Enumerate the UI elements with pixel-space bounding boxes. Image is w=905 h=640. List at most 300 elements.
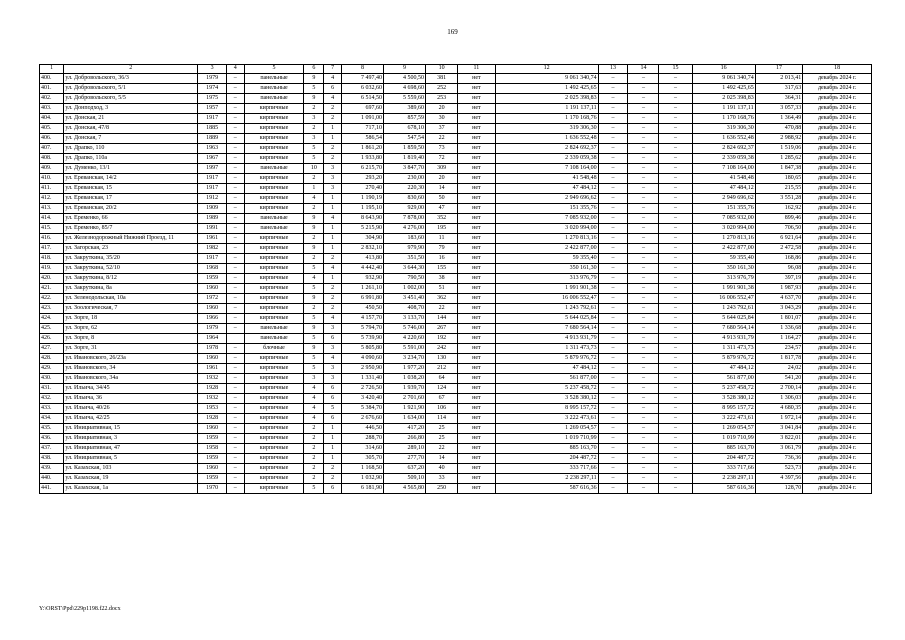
table-cell: 1 859,50 [384, 144, 426, 154]
table-cell: 1928 [198, 414, 227, 424]
table-cell: 1 636 552,48 [495, 134, 598, 144]
table-cell: – [628, 384, 659, 394]
table-cell: – [659, 294, 692, 304]
table-cell: 8 995 157,72 [495, 404, 598, 414]
table-cell: 414. [40, 214, 64, 224]
table-cell: 25 [426, 424, 458, 434]
table-cell: декабрь 2024 г. [803, 134, 872, 144]
table-cell: 2 [304, 454, 324, 464]
table-cell: – [628, 344, 659, 354]
table-cell: панельные [244, 324, 304, 334]
table-cell: 586,54 [341, 134, 383, 144]
table-cell: – [226, 124, 244, 134]
table-cell: 1 336,68 [755, 324, 803, 334]
table-cell: ул. Инициативная, 47 [64, 444, 198, 454]
table-cell: ул. Зеленодольская, 10а [64, 294, 198, 304]
table-cell: нет [458, 164, 496, 174]
table-cell: 3 [304, 134, 324, 144]
table-row [40, 484, 872, 494]
table-cell: 434. [40, 414, 64, 424]
table-cell: 351,50 [384, 254, 426, 264]
table-cell: 410. [40, 174, 64, 184]
table-cell: – [598, 274, 628, 284]
table-cell: 3 [324, 324, 342, 334]
table-cell: ул. Казахская, 19 [64, 474, 198, 484]
table-cell: 14 [426, 184, 458, 194]
column-header: 18 [803, 65, 872, 74]
table-cell: – [628, 364, 659, 374]
table-cell: кирпичные [244, 364, 304, 374]
table-cell: – [598, 394, 628, 404]
table-cell: – [226, 364, 244, 374]
table-cell: 541,20 [755, 374, 803, 384]
table-cell: – [628, 464, 659, 474]
table-cell: ул. Закруткина, 35/20 [64, 254, 198, 264]
table-cell: – [628, 144, 659, 154]
table-cell: 1 032,90 [341, 474, 383, 484]
table-cell: 2 832,10 [341, 244, 383, 254]
table-row [40, 364, 872, 374]
table-cell: нет [458, 74, 496, 84]
table-cell: 2 988,92 [755, 134, 803, 144]
table-cell: 220,30 [384, 184, 426, 194]
table-cell: кирпичные [244, 114, 304, 124]
table-cell: – [628, 314, 659, 324]
table-cell: 106 [426, 404, 458, 414]
table-cell: 929,00 [384, 204, 426, 214]
table-cell: 350 161,30 [692, 264, 755, 274]
table-cell: 5 [304, 364, 324, 374]
table-cell: 3 020 994,00 [495, 224, 598, 234]
column-header: 8 [341, 65, 383, 74]
table-cell: 3 133,70 [384, 314, 426, 324]
table-cell: – [659, 374, 692, 384]
table-cell: ул. Ильича, 34/45 [64, 384, 198, 394]
table-cell: кирпичные [244, 194, 304, 204]
table-cell: декабрь 2024 г. [803, 124, 872, 134]
table-cell: 4 680,35 [755, 404, 803, 414]
table-cell: 2 [324, 154, 342, 164]
table-cell: – [659, 444, 692, 454]
table-cell: 2 [304, 444, 324, 454]
table-cell: 1 861,20 [341, 144, 383, 154]
table-row [40, 394, 872, 404]
table-cell: – [628, 104, 659, 114]
table-cell: 3 644,30 [384, 264, 426, 274]
table-cell: 59 355,40 [495, 254, 598, 264]
table-cell: декабрь 2024 г. [803, 94, 872, 104]
table-cell: – [226, 194, 244, 204]
table-row [40, 404, 872, 414]
table-cell: 1 [324, 234, 342, 244]
table-cell: 435. [40, 424, 64, 434]
table-cell: 1 492 425,65 [495, 84, 598, 94]
table-cell: 2 422 877,00 [495, 244, 598, 254]
table-cell: нет [458, 254, 496, 264]
table-cell: 2 726,50 [341, 384, 383, 394]
table-cell: нет [458, 354, 496, 364]
table-cell: 1979 [198, 74, 227, 84]
table-row [40, 144, 872, 154]
table-cell: 1 [324, 224, 342, 234]
table-cell: – [226, 434, 244, 444]
table-cell: – [659, 124, 692, 134]
table-cell: 144 [426, 314, 458, 324]
table-cell: 4 [304, 384, 324, 394]
table-row [40, 284, 872, 294]
table-cell: нет [458, 484, 496, 494]
table-cell: 50 [426, 194, 458, 204]
table-cell: 7 085 932,00 [692, 214, 755, 224]
column-header: 6 [304, 65, 324, 74]
table-cell: – [659, 234, 692, 244]
table-cell: 6 [324, 84, 342, 94]
table-cell: 4 [304, 414, 324, 424]
table-cell: 11 [426, 234, 458, 244]
table-cell: – [598, 384, 628, 394]
table-cell: – [598, 114, 628, 124]
table-cell: – [628, 444, 659, 454]
buildings-table [39, 64, 872, 494]
column-header: 9 [384, 65, 426, 74]
table-cell: – [598, 74, 628, 84]
table-cell: – [659, 94, 692, 104]
column-header: 15 [659, 65, 692, 74]
table-cell: 2 238 297,11 [495, 474, 598, 484]
table-cell: декабрь 2024 г. [803, 274, 872, 284]
table-cell: 5 739,90 [341, 334, 383, 344]
table-cell: 1979 [198, 324, 227, 334]
table-cell: 1982 [198, 244, 227, 254]
table-cell: 405. [40, 124, 64, 134]
table-cell: декабрь 2024 г. [803, 454, 872, 464]
table-cell: 5 559,60 [384, 94, 426, 104]
table-cell: панельные [244, 84, 304, 94]
table-cell: 2 [324, 294, 342, 304]
table-cell: 33 [426, 474, 458, 484]
table-cell: декабрь 2024 г. [803, 344, 872, 354]
table-cell: 5 [304, 84, 324, 94]
table-cell: 4 913 931,79 [692, 334, 755, 344]
table-cell: – [659, 224, 692, 234]
table-cell: – [226, 404, 244, 414]
table-cell: – [598, 294, 628, 304]
table-cell: декабрь 2024 г. [803, 234, 872, 244]
table-cell: 2 [324, 254, 342, 264]
table-cell: нет [458, 214, 496, 224]
table-cell: – [226, 164, 244, 174]
table-cell: декабрь 2024 г. [803, 244, 872, 254]
table-cell: 6 [324, 334, 342, 344]
table-cell: – [659, 394, 692, 404]
table-cell: декабрь 2024 г. [803, 104, 872, 114]
table-cell: – [628, 114, 659, 124]
table-cell: 22 [426, 134, 458, 144]
table-cell: декабрь 2024 г. [803, 364, 872, 374]
table-cell: декабрь 2024 г. [803, 354, 872, 364]
table-cell: 162,92 [755, 204, 803, 214]
table-cell: 1 168,50 [341, 464, 383, 474]
table-cell: ул. Ивановского, 26/23а [64, 354, 198, 364]
table-cell: декабрь 2024 г. [803, 144, 872, 154]
table-cell: – [598, 264, 628, 274]
table-cell: 432. [40, 394, 64, 404]
table-cell: 1 270 813,16 [495, 234, 598, 244]
table-cell: нет [458, 84, 496, 94]
table-cell: 1917 [198, 174, 227, 184]
table-cell: ул. Закруткина, 52/10 [64, 264, 198, 274]
table-cell: 9 [304, 324, 324, 334]
table-cell: кирпичные [244, 424, 304, 434]
table-cell: 2 949 696,62 [495, 194, 598, 204]
table-cell: 5 794,70 [341, 324, 383, 334]
table-cell: – [628, 374, 659, 384]
table-cell: 14 [426, 454, 458, 464]
table-cell: 3 222 473,61 [495, 414, 598, 424]
table-cell: – [598, 474, 628, 484]
table-cell: 1961 [198, 364, 227, 374]
table-cell: 1 801,07 [755, 314, 803, 324]
table-cell: 1 933,80 [341, 154, 383, 164]
table-cell: – [659, 144, 692, 154]
table-cell: ул. Железнодорожный Нижний Проезд, 11 [64, 234, 198, 244]
table-cell: 47 484,12 [495, 184, 598, 194]
table-cell: – [628, 324, 659, 334]
table-cell: 96,08 [755, 264, 803, 274]
table-cell: 5 [304, 314, 324, 324]
table-cell: 430. [40, 374, 64, 384]
table-cell: 7 085 932,00 [495, 214, 598, 224]
table-cell: декабрь 2024 г. [803, 84, 872, 94]
table-cell: 419. [40, 264, 64, 274]
table-cell: 1 972,14 [755, 414, 803, 424]
table-cell: – [226, 414, 244, 424]
table-row [40, 174, 872, 184]
column-header: 16 [692, 65, 755, 74]
table-cell: – [598, 304, 628, 314]
table-cell: 1 331,40 [341, 374, 383, 384]
table-cell: 4 698,60 [384, 84, 426, 94]
table-cell: – [628, 94, 659, 104]
table-cell: 2 422 877,00 [692, 244, 755, 254]
table-row [40, 314, 872, 324]
table-cell: 1 [324, 194, 342, 204]
table-row [40, 414, 872, 424]
table-cell: – [226, 84, 244, 94]
table-cell: кирпичные [244, 264, 304, 274]
table-cell: 4 157,70 [341, 314, 383, 324]
table-cell: 1 002,00 [384, 284, 426, 294]
column-header: 3 [198, 65, 227, 74]
table-cell: 438. [40, 454, 64, 464]
table-cell: кирпичные [244, 144, 304, 154]
table-cell: 1957 [198, 104, 227, 114]
table-cell: 1889 [198, 134, 227, 144]
table-cell: кирпичные [244, 234, 304, 244]
table-cell: – [659, 84, 692, 94]
table-cell: 1 261,10 [341, 284, 383, 294]
table-cell: – [598, 354, 628, 364]
table-cell: 409. [40, 164, 64, 174]
table-cell: 9 [304, 344, 324, 354]
table-cell: – [598, 244, 628, 254]
table-cell: 2 824 692,37 [495, 144, 598, 154]
table-cell: 429. [40, 364, 64, 374]
table-cell: – [226, 134, 244, 144]
table-cell: ул. Добровольского, 5/5 [64, 94, 198, 104]
table-cell: – [598, 414, 628, 424]
table-cell: 400. [40, 74, 64, 84]
table-cell: 3 420,40 [341, 394, 383, 404]
table-cell: – [598, 234, 628, 244]
table-cell: – [598, 144, 628, 154]
table-cell: 3 222 473,61 [692, 414, 755, 424]
table-cell: 1958 [198, 444, 227, 454]
table-cell: – [628, 294, 659, 304]
table-cell: блочные [244, 344, 304, 354]
table-cell: нет [458, 434, 496, 444]
table-cell: – [598, 254, 628, 264]
table-cell: 4 [324, 314, 342, 324]
table-cell: 64 [426, 374, 458, 384]
table-cell: 1 243 792,61 [495, 304, 598, 314]
table-row [40, 324, 872, 334]
table-cell: 1 269 054,57 [692, 424, 755, 434]
table-cell: – [226, 324, 244, 334]
table-cell: 9 061 340,74 [495, 74, 598, 84]
table-cell: 8 643,90 [341, 214, 383, 224]
table-row [40, 424, 872, 434]
table-cell: – [659, 164, 692, 174]
table-cell: – [226, 394, 244, 404]
table-cell: 7 497,40 [341, 74, 383, 84]
table-cell: 5 746,00 [384, 324, 426, 334]
table-cell: 5 237 458,72 [495, 384, 598, 394]
table-cell: 561 877,00 [495, 374, 598, 384]
table-cell: 424. [40, 314, 64, 324]
table-cell: 4 090,60 [341, 354, 383, 364]
table-cell: 1961 [198, 234, 227, 244]
table-cell: ул. Инициативная, 5 [64, 454, 198, 464]
table-cell: ул. Зоологическая, 7 [64, 304, 198, 314]
table-cell: 1960 [198, 464, 227, 474]
table-cell: 25 [426, 434, 458, 444]
table-cell: кирпичные [244, 404, 304, 414]
table-cell: 288,70 [341, 434, 383, 444]
table-cell: 72 [426, 154, 458, 164]
table-cell: – [659, 454, 692, 464]
table-cell: 252 [426, 84, 458, 94]
table-cell: 5 [304, 264, 324, 274]
table-cell: 2 [324, 304, 342, 314]
table-cell: 439. [40, 464, 64, 474]
table-cell: 1 019 710,99 [692, 434, 755, 444]
table-row [40, 344, 872, 354]
table-cell: – [598, 334, 628, 344]
table-cell: 2 025 398,83 [495, 94, 598, 104]
table-cell: 319 306,30 [692, 124, 755, 134]
table-cell: 1964 [198, 334, 227, 344]
table-cell: ул. Ереванская, 17 [64, 194, 198, 204]
table-cell: 440. [40, 474, 64, 484]
table-cell: – [659, 74, 692, 84]
table-cell: ул. Инициативная, 15 [64, 424, 198, 434]
table-cell: 3 [324, 184, 342, 194]
table-cell: 151 355,76 [692, 204, 755, 214]
table-cell: 9 [304, 244, 324, 254]
table-cell [226, 334, 244, 344]
table-cell: 319 306,30 [495, 124, 598, 134]
table-cell: 2 700,14 [755, 384, 803, 394]
table-cell: декабрь 2024 г. [803, 334, 872, 344]
table-cell: декабрь 2024 г. [803, 404, 872, 414]
table-row [40, 214, 872, 224]
table-cell: 6 514,50 [341, 94, 383, 104]
table-cell: 423. [40, 304, 64, 314]
table-cell: 413. [40, 204, 64, 214]
column-header: 1 [40, 65, 64, 74]
table-row [40, 304, 872, 314]
table-cell: 10 [304, 164, 324, 174]
table-cell: 2 [304, 124, 324, 134]
table-cell: ул. Донподход, 3 [64, 104, 198, 114]
table-cell: декабрь 2024 г. [803, 174, 872, 184]
table-row [40, 264, 872, 274]
table-cell: – [659, 344, 692, 354]
table-cell: 450,50 [341, 304, 383, 314]
table-cell: 1 987,93 [755, 284, 803, 294]
table-cell: – [226, 184, 244, 194]
table-cell: ул. Ильича, 36 [64, 394, 198, 404]
table-cell: нет [458, 374, 496, 384]
table-cell: ул. Загорская, 23 [64, 244, 198, 254]
table-cell: – [628, 254, 659, 264]
table-cell: декабрь 2024 г. [803, 304, 872, 314]
table-cell: 9 [304, 294, 324, 304]
table-cell: 9 061 340,74 [692, 74, 755, 84]
table-cell: 5 591,00 [384, 344, 426, 354]
table-cell: кирпичные [244, 274, 304, 284]
table-cell: 3 451,40 [384, 294, 426, 304]
table-cell: ул. Драпко, 110а [64, 154, 198, 164]
table-cell: – [659, 194, 692, 204]
table-cell: 1 [304, 184, 324, 194]
footer-file-path: Y:\ORST\Ppd\229p1198.f22.docx [39, 606, 121, 612]
table-cell: – [598, 164, 628, 174]
table-cell: 433. [40, 404, 64, 414]
table-cell: – [628, 414, 659, 424]
table-cell: 5 [304, 154, 324, 164]
table-cell: 155 [426, 264, 458, 274]
table-cell: 1989 [198, 214, 227, 224]
table-cell: 547,54 [384, 134, 426, 144]
table-cell: 2 [304, 304, 324, 314]
table-cell: 1917 [198, 114, 227, 124]
column-header: 7 [324, 65, 342, 74]
table-cell: 289,10 [384, 444, 426, 454]
table-cell: – [659, 184, 692, 194]
table-cell: нет [458, 274, 496, 284]
table-cell: ул. Еременко, 66 [64, 214, 198, 224]
table-cell: кирпичные [244, 134, 304, 144]
table-cell: – [226, 464, 244, 474]
table-cell: нет [458, 174, 496, 184]
table-cell: 2 [304, 174, 324, 184]
table-row [40, 454, 872, 464]
table-cell: – [598, 134, 628, 144]
table-cell: 637,20 [384, 464, 426, 474]
table-cell: 1912 [198, 194, 227, 204]
